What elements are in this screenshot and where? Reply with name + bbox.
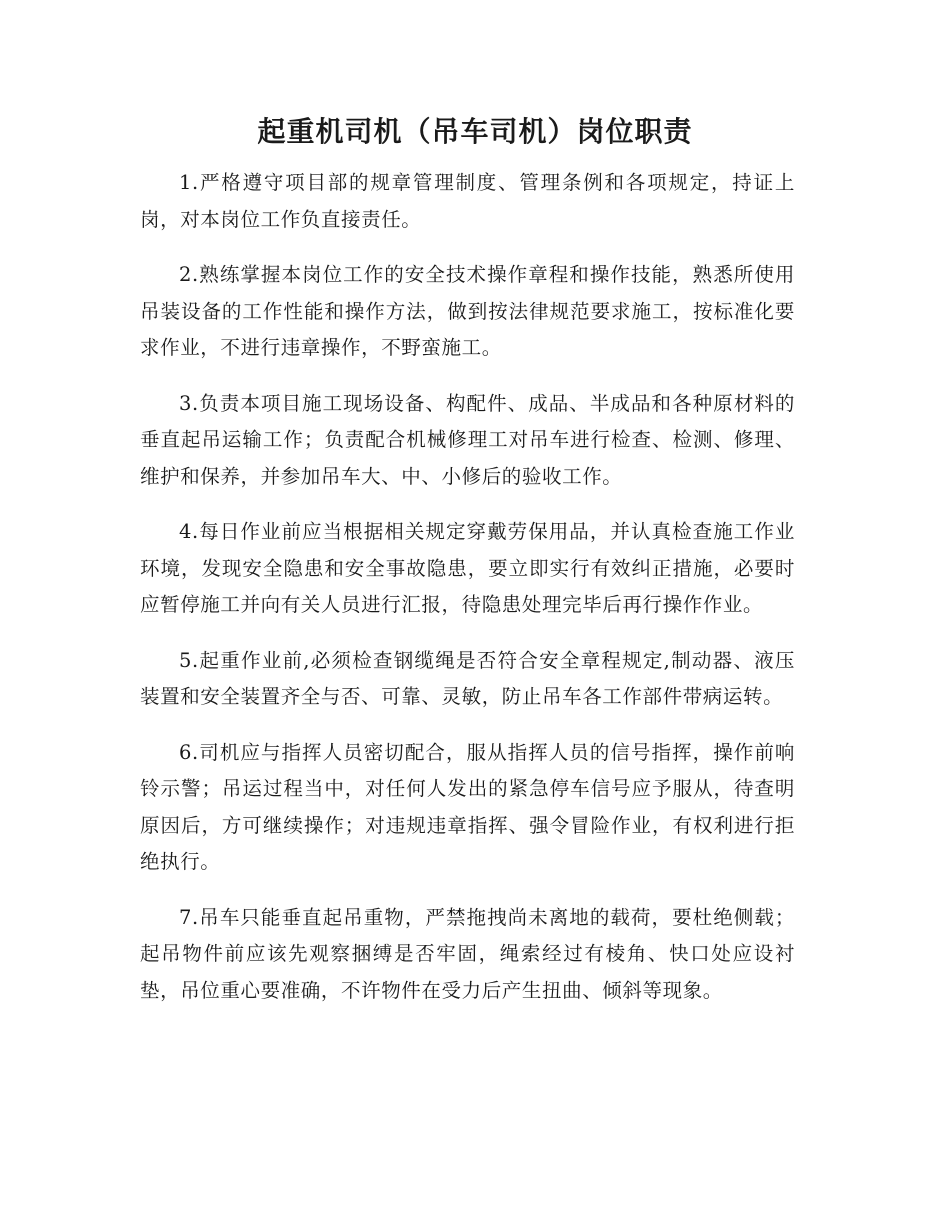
duty-item-2: 2.熟练掌握本岗位工作的安全技术操作章程和操作技能，熟悉所使用吊装设备的工作性能和操作方法，做到按法律规范要求施工，按标准化要求作业，不进行违章操作，不野蛮施工。 [140, 263, 795, 359]
duty-item-5: 5.起重作业前,必须检查钢缆绳是否符合安全章程规定,制动器、液压装置和安全装置齐全与否、可靠、灵敏，防止吊车各工作部件带病运转。 [140, 648, 795, 708]
document-body [140, 165, 795, 1028]
duty-item-6: 6.司机应与指挥人员密切配合，服从指挥人员的信号指挥，操作前响铃示警；吊运过程当中，对任何人发出的紧急停车信号应予服从，待查明原因后，方可继续操作；对违规违章指挥、强令冒险作业，有权利进行拒绝执行。 [140, 740, 795, 873]
document-title: 起重机司机（吊车司机）岗位职责 [257, 115, 693, 148]
duty-item-1: 1.严格遵守项目部的规章管理制度、管理条例和各项规定，持证上岗，对本岗位工作负直接责任。 [140, 171, 795, 231]
duty-item-4: 4.每日作业前应当根据相关规定穿戴劳保用品，并认真检查施工作业环境，发现安全隐患和安全事故隐患，要立即实行有效纠正措施，必要时应暂停施工并向有关人员进行汇报，待隐患处理完毕后再行操作作业。 [140, 520, 795, 616]
duty-item-7: 7.吊车只能垂直起吊重物，严禁拖拽尚未离地的载荷，要杜绝侧载；起吊物件前应该先观察捆缚是否牢固，绳索经过有棱角、快口处应设衬垫，吊位重心要准确，不许物件在受力后产生扭曲、倾斜等现象。 [140, 905, 795, 1002]
duty-item-3: 3.负责本项目施工现场设备、构配件、成品、半成品和各种原材料的垂直起吊运输工作；负责配合机械修理工对吊车进行检查、检测、修理、维护和保养，并参加吊车大、中、小修后的验收工作。 [140, 391, 795, 488]
